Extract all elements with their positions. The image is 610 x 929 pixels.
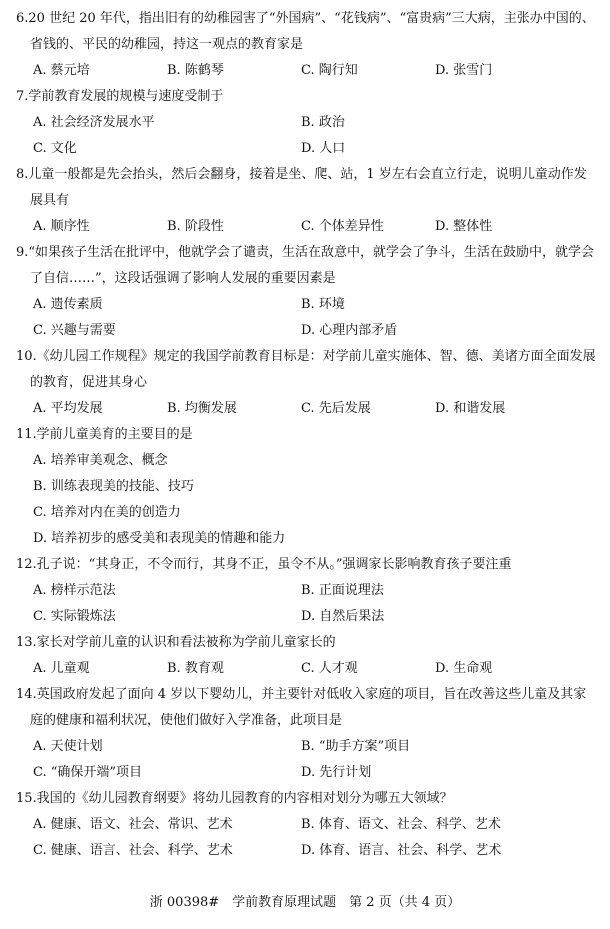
option-c: C. 人才观 bbox=[301, 661, 358, 676]
options-row bbox=[16, 292, 598, 318]
question-6 bbox=[16, 6, 598, 84]
option-d: D. 人口 bbox=[301, 141, 346, 156]
option-b: B. 正面说理法 bbox=[301, 583, 384, 598]
option-a: A. 蔡元培 bbox=[33, 63, 90, 78]
option-d: D. 生命观 bbox=[435, 661, 493, 676]
option-a: A. 平均发展 bbox=[33, 401, 103, 416]
options-row bbox=[16, 760, 598, 786]
options-row bbox=[16, 318, 598, 344]
option-a: A. 天使计划 bbox=[33, 739, 103, 754]
option-c: C. “确保开端”项目 bbox=[33, 765, 143, 780]
question-7 bbox=[16, 84, 598, 162]
option-d: D. 和谐发展 bbox=[435, 401, 506, 416]
option-d: D. 体育、语言、社会、科学、艺术 bbox=[301, 843, 502, 858]
question-10 bbox=[16, 344, 598, 422]
option-c: C. 先后发展 bbox=[301, 401, 371, 416]
option-a: A. 健康、语文、社会、常识、艺术 bbox=[33, 817, 233, 832]
question-stem: 14.英国政府发起了面向 4 岁以下婴幼儿，并主要针对低收入家庭的项目，旨在改善这些儿童及其家庭的健康和福利状况，使他们做好入学准备，此项目是 bbox=[16, 687, 587, 728]
option-a: A. 榜样示范法 bbox=[33, 583, 116, 598]
option-a: A. 儿童观 bbox=[33, 661, 90, 676]
question-stem: 15.我国的《幼儿园教育纲要》将幼儿园教育的内容相对划分为哪五大领域？ bbox=[16, 791, 453, 806]
question-stem: 13.家长对学前儿童的认识和看法被称为学前儿童家长的 bbox=[16, 635, 336, 650]
question-14 bbox=[16, 682, 598, 786]
option-b: B. 陈鹤琴 bbox=[167, 63, 224, 78]
option-c: C. 培养对内在美的创造力 bbox=[33, 505, 181, 520]
option-d: D. 培养初步的感受美和表现美的情趣和能力 bbox=[33, 531, 286, 546]
question-stem: 7.学前教育发展的规模与速度受制于 bbox=[16, 89, 224, 104]
options-row bbox=[16, 214, 598, 240]
question-15 bbox=[16, 786, 598, 864]
option-c: C. 兴趣与需要 bbox=[33, 323, 116, 338]
option-b: B. 政治 bbox=[301, 115, 345, 130]
option-d: D. 先行计划 bbox=[301, 765, 372, 780]
option-b: B. 训练表现美的技能、技巧 bbox=[33, 479, 194, 494]
options-row bbox=[16, 734, 598, 760]
question-stem: 10.《幼儿园工作规程》规定的我国学前教育目标是：对学前儿童实施体、智、德、美诸方面全面发展的教育，促进其身心 bbox=[16, 349, 596, 390]
options-row bbox=[16, 58, 598, 84]
question-11 bbox=[16, 422, 598, 552]
question-stem: 8.儿童一般都是先会抬头，然后会翻身，接着是坐、爬、站，1 岁左右会直立行走，说明儿童动作发展具有 bbox=[16, 167, 587, 208]
option-b: B. 均衡发展 bbox=[167, 401, 237, 416]
option-a: A. 顺序性 bbox=[33, 219, 90, 234]
option-c: C. 陶行知 bbox=[301, 63, 358, 78]
question-stem: 12.孔子说：“其身正，不令而行，其身不正，虽令不从。”强调家长影响教育孩子要注重 bbox=[16, 557, 512, 572]
options-row bbox=[16, 578, 598, 604]
question-8 bbox=[16, 162, 598, 240]
option-b: B. 体育、语文、社会、科学、艺术 bbox=[301, 817, 501, 832]
option-a: A. 社会经济发展水平 bbox=[33, 115, 155, 130]
option-d: D. 自然后果法 bbox=[301, 609, 385, 624]
option-c: C. 实际锻炼法 bbox=[33, 609, 116, 624]
option-a: A. 遗传素质 bbox=[33, 297, 103, 312]
option-a: A. 培养审美观念、概念 bbox=[33, 453, 168, 468]
option-d: D. 心理内部矛盾 bbox=[301, 323, 398, 338]
question-9 bbox=[16, 240, 598, 344]
options-row bbox=[16, 656, 598, 682]
option-b: B. 环境 bbox=[301, 297, 345, 312]
question-13 bbox=[16, 630, 598, 682]
option-c: C. 个体差异性 bbox=[301, 219, 384, 234]
question-stem: 9.“如果孩子生活在批评中，他就学会了谴责，生活在敌意中，就学会了争斗，生活在鼓励中，就学会了自信……”，这段话强调了影响人发展的重要因素是 bbox=[16, 245, 595, 286]
option-c: C. 文化 bbox=[33, 141, 77, 156]
option-b: B. 阶段性 bbox=[167, 219, 224, 234]
options-row bbox=[16, 110, 598, 136]
options-row bbox=[16, 136, 598, 162]
page-footer: 浙 00398# 学前教育原理试题 第 2 页（共 4 页） bbox=[149, 895, 461, 910]
option-d: D. 整体性 bbox=[435, 219, 493, 234]
options-row bbox=[16, 812, 598, 838]
question-stem: 6.20 世纪 20 年代，指出旧有的幼稚园害了“外国病”、“花钱病”、“富贵病”三大病，主张办中国的、省钱的、平民的幼稚园，持这一观点的教育家是 bbox=[16, 11, 595, 52]
option-b: B. “助手方案”项目 bbox=[301, 739, 411, 754]
options-row bbox=[16, 838, 598, 864]
options-row bbox=[16, 604, 598, 630]
question-stem: 11.学前儿童美育的主要目的是 bbox=[16, 427, 193, 442]
question-12 bbox=[16, 552, 598, 630]
option-b: B. 教育观 bbox=[167, 661, 224, 676]
options-row bbox=[16, 396, 598, 422]
option-d: D. 张雪门 bbox=[435, 63, 493, 78]
option-c: C. 健康、语言、社会、科学、艺术 bbox=[33, 843, 233, 858]
